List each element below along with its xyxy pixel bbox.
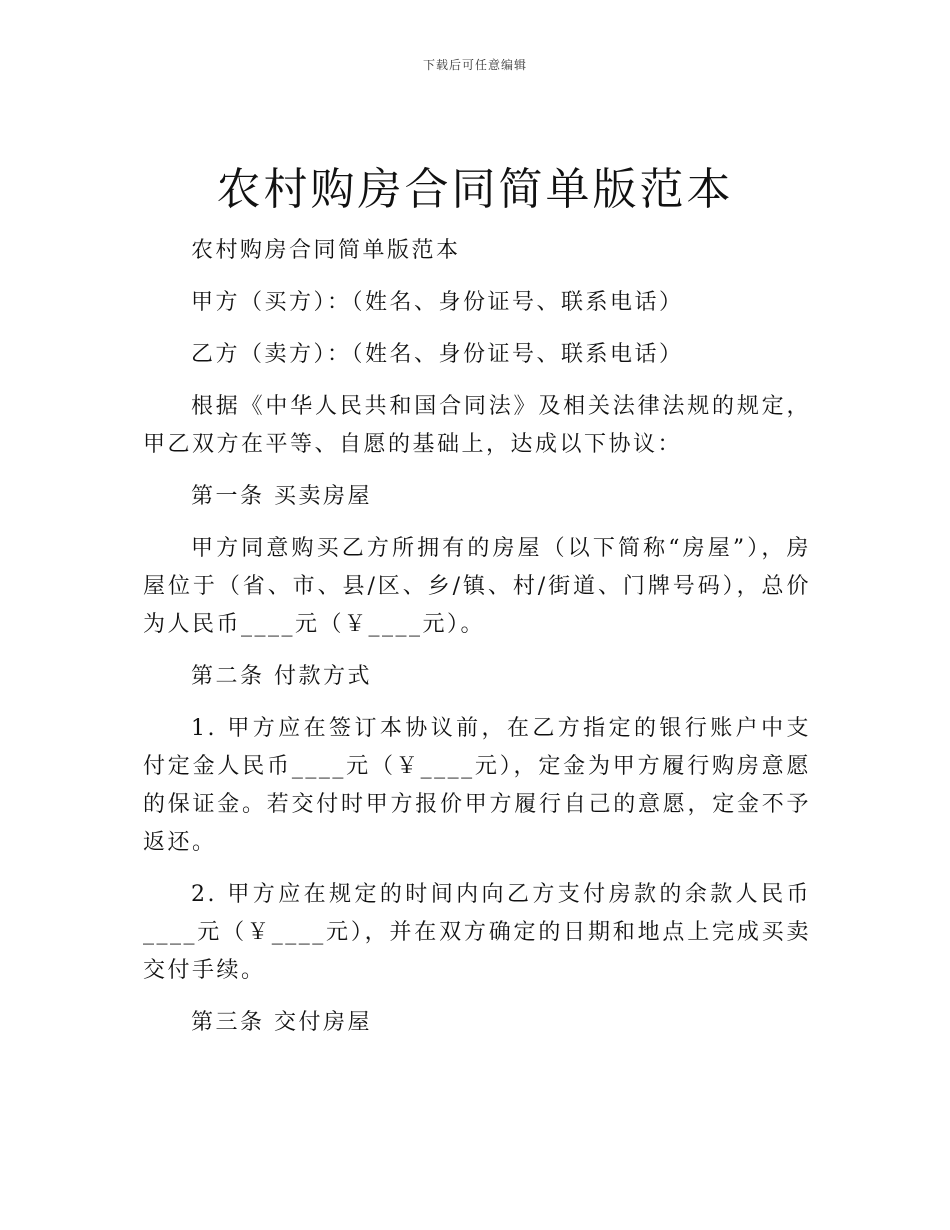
article-1-heading: 第一条 买卖房屋 — [191, 484, 372, 509]
article-2-heading: 第二条 付款方式 — [191, 664, 372, 689]
party-b-paragraph: 乙方（卖方）：（姓名、身份证号、联系电话） — [191, 342, 684, 367]
document-title: 农村购房合同简单版范本 — [216, 164, 734, 215]
article-3-heading: 第三条 交付房屋 — [191, 1010, 372, 1035]
party-a-paragraph: 甲方（买方）：（姓名、身份证号、联系电话） — [191, 290, 684, 315]
subtitle-paragraph: 农村购房合同简单版范本 — [191, 238, 461, 263]
header-note: 下载后可任意编辑 — [422, 58, 527, 72]
article-2-clause-2: 2. 甲方应在规定的时间内向乙方支付房款的余款人民币____元（￥____元），并在双方确定的日期和地点上完成买卖交付手续。 — [143, 882, 811, 983]
document-body — [143, 232, 811, 1056]
article-1-body: 甲方同意购买乙方所拥有的房屋（以下简称“房屋”），房屋位于（省、市、县/区、乡/镇、村/街道、门牌号码），总价为人民币____元（￥____元）。 — [143, 536, 811, 637]
preamble-paragraph: 根据《中华人民共和国合同法》及相关法律法规的规定，甲乙双方在平等、自愿的基础上，达成以下协议： — [143, 394, 811, 457]
article-2-clause-1: 1. 甲方应在签订本协议前，在乙方指定的银行账户中支付定金人民币____元（￥____元），定金为甲方履行购房意愿的保证金。若交付时甲方报价甲方履行自己的意愿，定金不予返还。 — [143, 716, 811, 855]
